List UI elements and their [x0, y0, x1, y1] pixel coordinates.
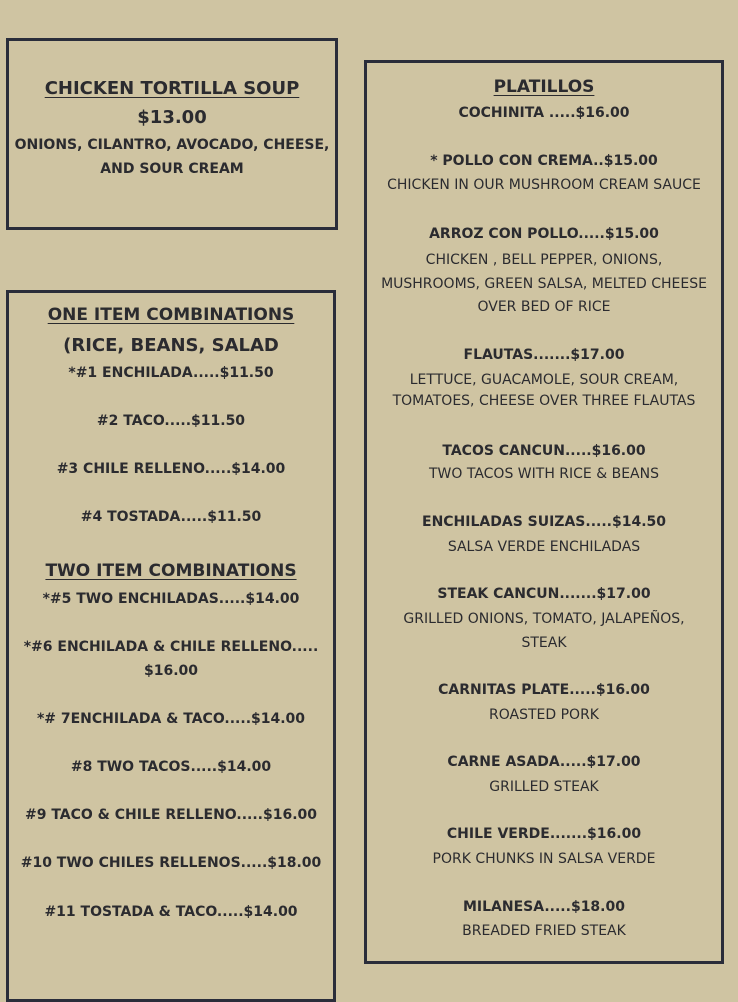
platillo-name: FLAUTAS.......$17.00 [463, 347, 625, 363]
soup-price: $13.00 [137, 107, 207, 128]
combo-item: #3 CHILE RELLENO.....$14.00 [56, 461, 286, 477]
combo-item: #8 TWO TACOS.....$14.00 [70, 759, 272, 775]
platillo-desc: MUSHROOMS, GREEN SALSA, MELTED CHEESE [381, 276, 707, 292]
platillo-desc: GRILLED STEAK [489, 779, 599, 795]
platillo-desc: OVER BED OF RICE [477, 299, 611, 315]
combo-item: #9 TACO & CHILE RELLENO.....$16.00 [24, 807, 317, 823]
one-item-subheading: (RICE, BEANS, SALAD [63, 335, 279, 356]
soup-desc-1: ONIONS, CILANTRO, AVOCADO, CHEESE, [14, 137, 330, 153]
platillo-desc: CHICKEN IN OUR MUSHROOM CREAM SAUCE [387, 177, 701, 193]
combinations-box [6, 290, 336, 1002]
platillo-name: ENCHILADAS SUIZAS.....$14.50 [422, 514, 666, 530]
combo-item: *#6 ENCHILADA & CHILE RELLENO..... [23, 639, 319, 655]
platillos-box [364, 60, 724, 964]
soup-desc-2: AND SOUR CREAM [100, 161, 244, 177]
platillo-desc: CHICKEN , BELL PEPPER, ONIONS, [425, 252, 663, 268]
platillo-name: TACOS CANCUN.....$16.00 [442, 443, 646, 459]
platillo-desc: TOMATOES, CHEESE OVER THREE FLAUTAS [392, 393, 696, 409]
platillo-name: CHILE VERDE.......$16.00 [446, 826, 642, 842]
soup-title: CHICKEN TORTILLA SOUP [44, 78, 300, 99]
platillo-name: CARNE ASADA.....$17.00 [447, 754, 641, 770]
one-item-heading: ONE ITEM COMBINATIONS [47, 305, 295, 325]
combo-item: #10 TWO CHILES RELLENOS.....$18.00 [20, 855, 322, 871]
platillo-name: ARROZ CON POLLO.....$15.00 [429, 226, 659, 242]
platillo-desc: SALSA VERDE ENCHILADAS [447, 539, 641, 555]
platillo-desc: STEAK [521, 635, 567, 651]
combo-item: *#1 ENCHILADA.....$11.50 [68, 365, 274, 381]
platillo-name: CARNITAS PLATE.....$16.00 [438, 682, 650, 698]
combo-item: *#5 TWO ENCHILADAS.....$14.00 [42, 591, 300, 607]
combo-item-price: $16.00 [143, 663, 199, 679]
two-item-heading: TWO ITEM COMBINATIONS [45, 561, 297, 581]
platillo-desc: GRILLED ONIONS, TOMATO, JALAPEÑOS, [403, 611, 685, 627]
platillo-name: COCHINITA .....$16.00 [458, 105, 630, 121]
platillo-desc: BREADED FRIED STEAK [462, 923, 626, 939]
combo-item: #2 TACO.....$11.50 [96, 413, 246, 429]
platillo-name: MILANESA.....$18.00 [463, 899, 625, 915]
platillo-desc: TWO TACOS WITH RICE & BEANS [429, 466, 659, 482]
platillo-desc: PORK CHUNKS IN SALSA VERDE [432, 851, 656, 867]
platillo-desc: LETTUCE, GUACAMOLE, SOUR CREAM, [409, 372, 679, 388]
soup-box [6, 38, 338, 230]
combo-item: #11 TOSTADA & TACO.....$14.00 [44, 904, 298, 920]
platillo-name: * POLLO CON CREMA..$15.00 [430, 153, 658, 169]
platillo-desc: ROASTED PORK [489, 707, 599, 723]
platillo-name: STEAK CANCUN.......$17.00 [437, 586, 651, 602]
platillos-heading: PLATILLOS [493, 77, 595, 97]
combo-item: #4 TOSTADA.....$11.50 [80, 509, 262, 525]
combo-item: *# 7ENCHILADA & TACO.....$14.00 [36, 711, 306, 727]
